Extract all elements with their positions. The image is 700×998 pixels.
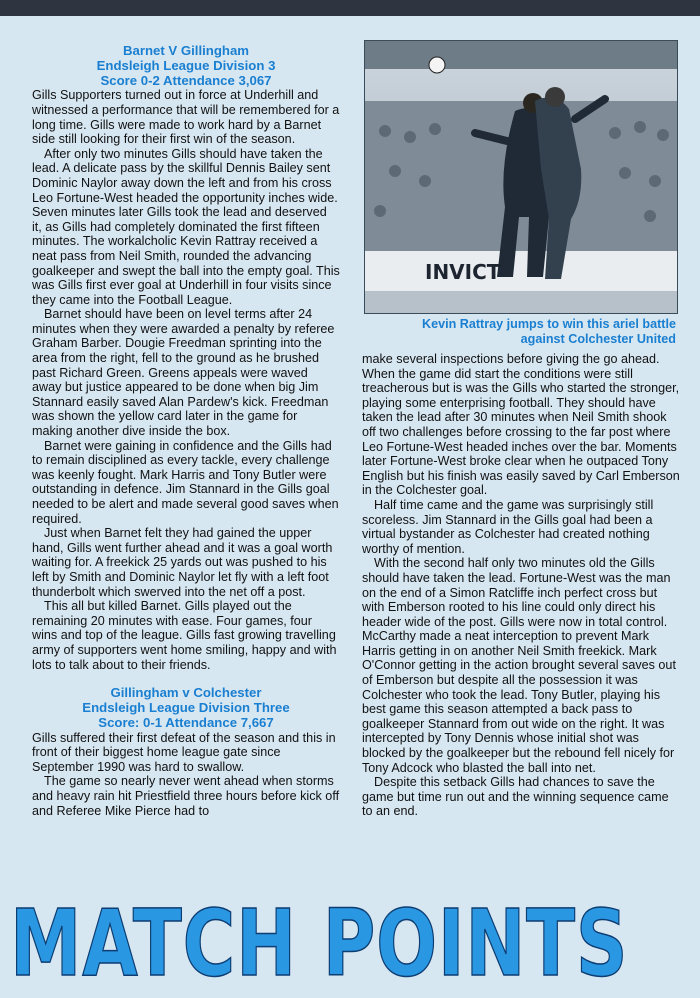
article1-paragraph: Barnet were gaining in confidence and the Gills had to remain disciplined as every tackle, every challenge was keenly fought. Mark Harris and Tony Butler were outstanding in defence. Jim Stannard in the Gills goal needed to be alert and made several good saves when required. [32,438,339,526]
match-photo-image [365,41,677,313]
article2-score: Score: 0-1 Attendance 7,667 [98,714,274,730]
article2-paragraph: Gills suffered their first defeat of the season and this in front of their biggest home league gate since September 1990 was hard to swallow. [32,730,336,774]
article1-paragraph: Gills Supporters turned out in force at Underhill and witnessed a performance that will be remembered for a long time. Gills were made to work hard by a Barnet side still looking for their first win of the season. [32,88,340,147]
article1-paragraph: This all but killed Barnet. Gills played out the remaining 20 minutes with ease. Four games, four wins and top of the league. Gills fast growing travelling army of supporters went home smiling, happy and with lots to talk about to their friends. [32,599,337,672]
photo-caption [364,317,676,346]
masthead-title: MATCH POINTS [10,890,629,997]
article2-paragraph: make several inspections before giving the go ahead. When the game did start the conditions were still treacherous but is was the Gills who started the stronger, playing some enterprising football. They should have taken the lead after 30 minutes when Neil Smith shook off two challenges before crossing to the far post where Leo Fortune-West headed inches over the bar. Moments later Fortune-West broke clear when he outpaced Tony English but his finish was easily saved by Carl Emberson in the Colchester goal. [362,352,680,498]
article2-heading [32,686,340,730]
article1-paragraph: Just when Barnet felt they had gained the upper hand, Gills went further ahead and it was a goal worth waiting for. A freekick 25 yards out was pushed to his left by Smith and Dominic Naylor let fly with a left foot thunderbolt which swerved into the net off a post. [32,526,333,599]
article2-paragraph: The game so nearly never went ahead when storms and heavy rain hit Priestfield three hours before kick off and Referee Mike Pierce had to [32,774,340,818]
caption-line: against Colchester United [520,331,676,346]
article2-paragraph: With the second half only two minutes old the Gills should have taken the lead. Fortune-West was the man on the end of a Simon Ratcliffe inch perfect cross but with Emberson rooted to his line could only direct his header wide of the post. Gills were now in total control. McCarthy made a neat interception to prevent Mark Harris getting in on another Neil Smith freekick. Mark O'Connor getting in the action brought several saves out of Emberson but despite all the possession it was Colchester who took the lead. Tony Butler, playing his best game this season attempted a back pass to goalkeeper Stannard from out wide on the right. It was intercepted by Tony Dennis whose initial shot was blocked by the goalkeeper but the rebound fell nicely for Tony Adcock who blasted the ball into net. [362,556,676,775]
ad-board-text: INVICT [425,260,501,284]
article2-paragraph: Despite this setback Gills had chances to save the game but time run out and the winning sequence came to an end. [362,775,669,819]
article1-paragraph: Barnet should have been on level terms after 24 minutes when they were awarded a penalty by referee Graham Barber. Dougie Freedman sprinting into the area from the right, fell to the ground as he brushed past Richard Green. Greens appeals were waved away but justice appeared to be done when big Jim Stannard easily saved Alan Pardew's kick. Freedman was shown the yellow card later in the game for making another dive inside the box. [32,307,335,439]
match-photo [364,40,678,314]
right-column [362,352,680,819]
top-bar [0,0,700,16]
article1-heading [32,44,340,88]
article1-title: Barnet V Gillingham [122,43,250,58]
article1-score: Score 0-2 Attendance 3,067 [100,72,272,88]
article2-paragraph: Half time came and the game was surprisingly still scoreless. Jim Stannard in the Gills goal had been a virtual bystander as Colchester had created nothing worthy of mention. [362,497,654,556]
article1-league: Endsleigh League Division 3 [96,57,276,73]
article2-title: Gillingham v Colchester [110,685,262,701]
left-column [32,44,340,818]
caption-line: Kevin Rattray jumps to win this ariel battle [421,317,676,331]
article2-league: Endsleigh League Division Three [82,699,290,715]
article1-paragraph: After only two minutes Gills should have taken the lead. A delicate pass by the skillful Dennis Bailey sent Dominic Naylor away down the left and from his cross Leo Fortune-West headed the opportunity inches wide. Seven minutes later Gills took the lead and deserved it, as Gills had completely dominated the first fifteen minutes. The workalcholic Kevin Rattray received a neat pass from Neil Smith, rounded the advancing goalkeeper and swept the ball into the empty goal. This was Gills first ever goal at Underhill in four visits since they came into the Football League. [32,146,340,307]
